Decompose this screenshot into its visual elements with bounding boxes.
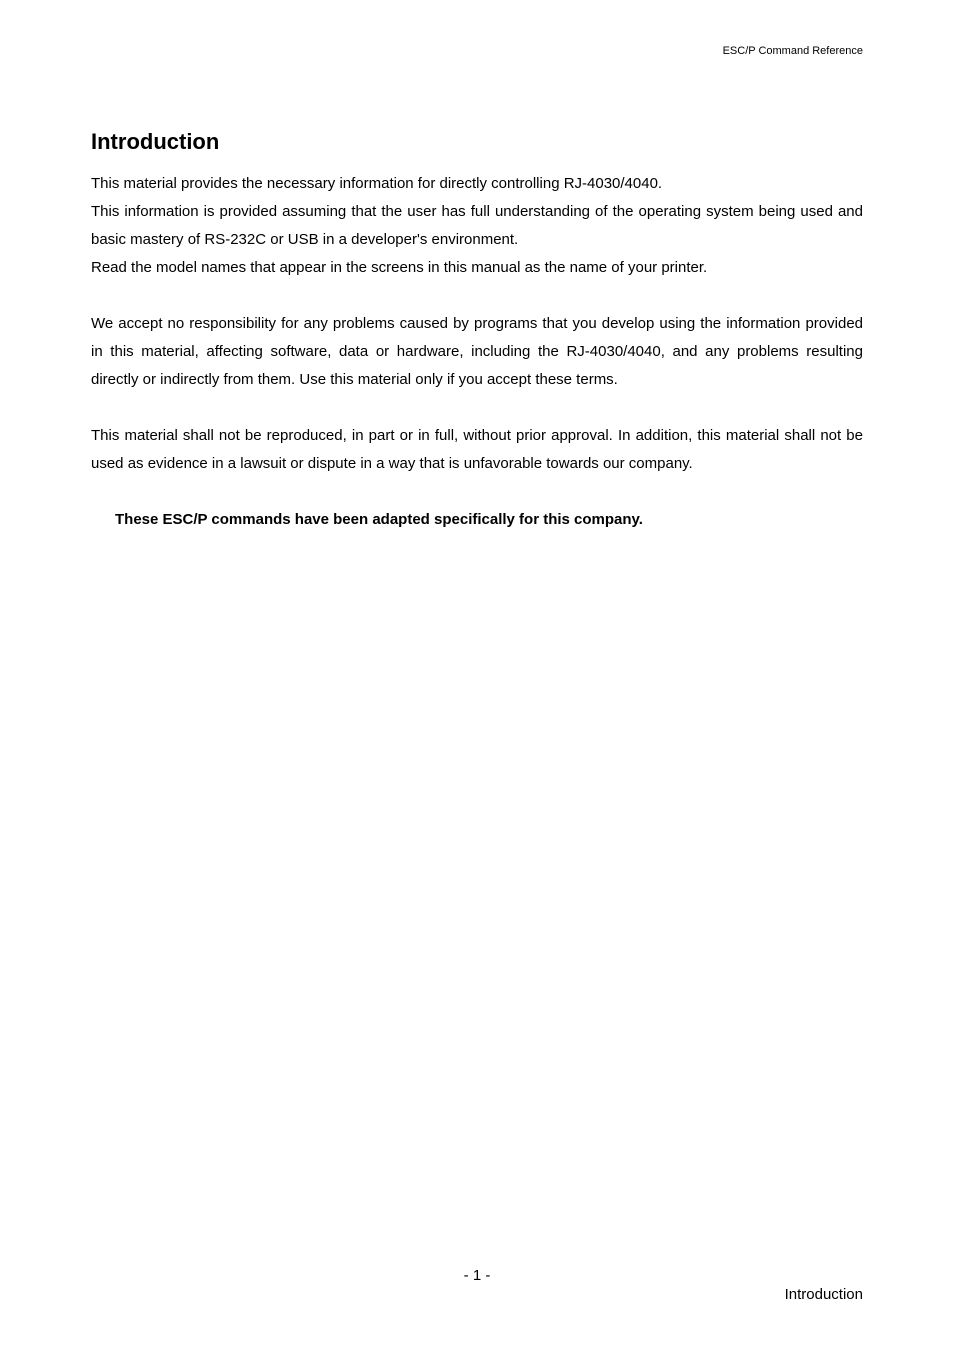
section-footer: Introduction xyxy=(784,1286,863,1303)
page-title: Introduction xyxy=(91,129,220,154)
document-body xyxy=(91,170,863,534)
intro-line-assumptions: This information is provided assuming that the user has full understanding of the operating system being used and basic mastery of RS-232C or USB in a developer's environment. xyxy=(91,203,863,248)
adaptation-notice: These ESC/P commands have been adapted specifically for this company. xyxy=(115,511,643,528)
intro-line-purpose: This material provides the necessary information for directly controlling RJ-4030/4040. xyxy=(91,175,663,192)
running-header: ESC/P Command Reference xyxy=(722,45,863,57)
page-number: - 1 - xyxy=(463,1267,491,1284)
disclaimer-paragraph: We accept no responsibility for any problems caused by programs that you develop using the information provided in this material, affecting software, data or hardware, including the RJ-4030/4040, and any problems resulting directly or indirectly from them. Use this material only if you accept these terms. xyxy=(91,315,863,388)
reproduction-paragraph: This material shall not be reproduced, in part or in full, without prior approval. In addition, this material shall not be used as evidence in a lawsuit or dispute in a way that is unfavorable towards our company. xyxy=(91,427,863,472)
intro-line-model-names: Read the model names that appear in the screens in this manual as the name of your printer. xyxy=(91,259,708,276)
intro-paragraph xyxy=(91,170,863,282)
